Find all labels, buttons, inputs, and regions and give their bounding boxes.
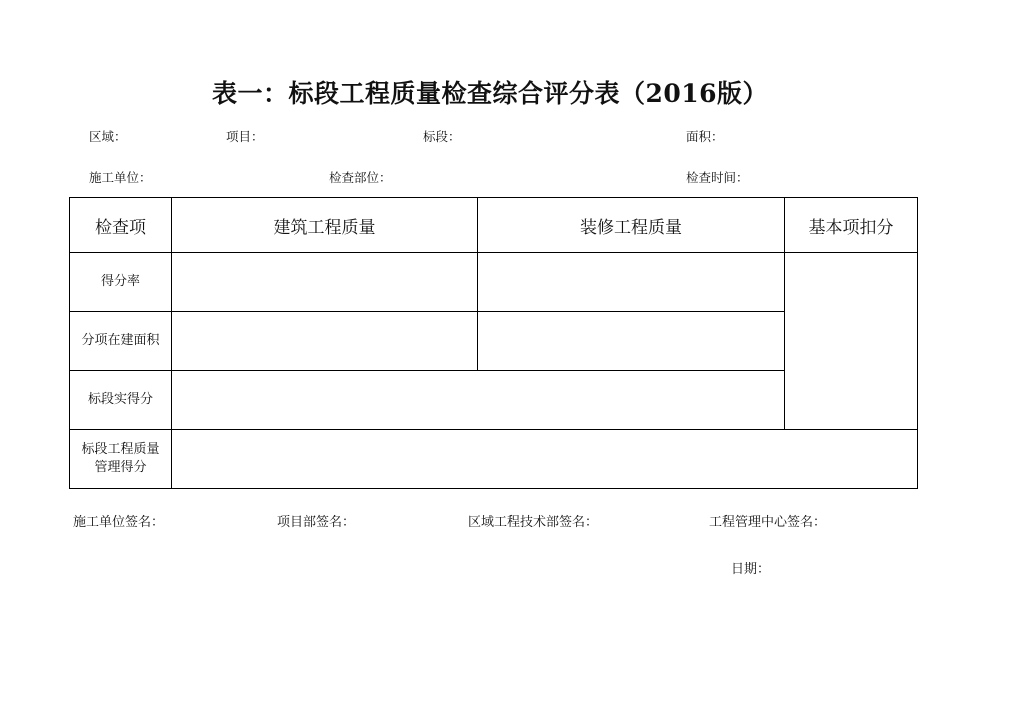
project-dept-signature-label: 项目部签名：	[277, 515, 356, 530]
header-building-quality: 建筑工程质量	[172, 198, 478, 253]
row-label-section-mgmt-line1: 标段工程质量	[81, 442, 160, 457]
row-label-section-mgmt	[70, 430, 172, 489]
cell-section-mgmt[interactable]	[172, 430, 918, 489]
header-row	[70, 198, 918, 253]
table-row	[70, 253, 918, 312]
cell-building-score-rate[interactable]	[172, 253, 478, 312]
region-label: 区域：	[89, 129, 127, 144]
header-decoration-quality: 装修工程质量	[478, 198, 785, 253]
header-inspection-item: 检查项	[70, 198, 172, 253]
contractor-signature-label: 施工单位签名：	[73, 515, 165, 530]
cell-decoration-score-rate[interactable]	[478, 253, 785, 312]
page-title: 表一：标段工程质量检查综合评分表（2016版）	[211, 79, 769, 108]
cell-building-sub-area[interactable]	[172, 312, 478, 371]
regional-tech-signature-label: 区域工程技术部签名：	[468, 515, 599, 530]
inspection-time-label: 检查时间：	[686, 170, 749, 185]
row-label-section-mgmt-line2: 管理得分	[94, 460, 147, 475]
inspected-part-label: 检查部位：	[329, 170, 392, 185]
row-label-section-actual: 标段实得分	[70, 371, 172, 430]
cell-decoration-sub-area[interactable]	[478, 312, 785, 371]
table-row	[70, 430, 918, 489]
score-table	[69, 197, 918, 489]
row-label-score-rate: 得分率	[70, 253, 172, 312]
project-label: 项目：	[226, 129, 264, 144]
mgmt-center-signature-label: 工程管理中心签名：	[709, 515, 827, 530]
cell-basic-deduction[interactable]	[785, 253, 918, 430]
area-label: 面积：	[686, 129, 724, 144]
contractor-label: 施工单位：	[89, 170, 152, 185]
row-label-sub-area: 分项在建面积	[70, 312, 172, 371]
cell-section-actual[interactable]	[172, 371, 785, 430]
header-basic-deduction: 基本项扣分	[785, 198, 918, 253]
section-label: 标段：	[423, 129, 461, 144]
date-label: 日期：	[731, 562, 771, 577]
